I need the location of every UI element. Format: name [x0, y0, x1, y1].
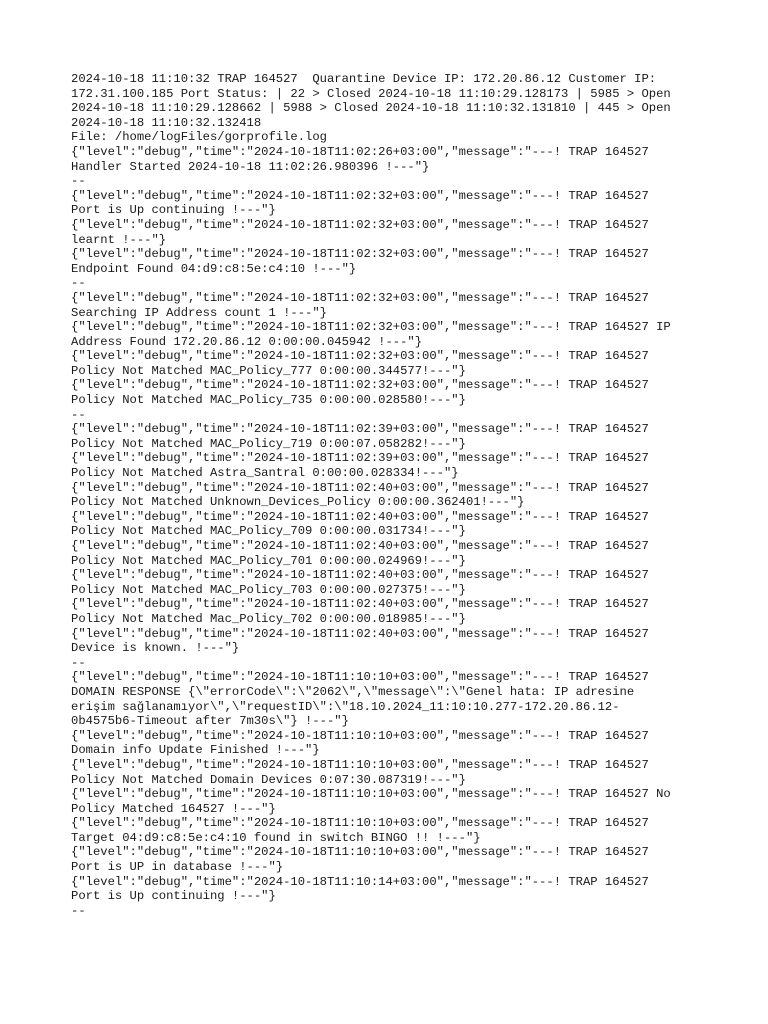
log-line: File: /home/logFiles/gorprofile.log	[71, 130, 327, 145]
log-line: {"level":"debug","time":"2024-10-18T11:10:10+03:00","message":"---! TRAP 164527	[71, 845, 649, 860]
log-line: --	[71, 655, 86, 670]
log-document	[71, 72, 711, 918]
log-line: {"level":"debug","time":"2024-10-18T11:02:40+03:00","message":"---! TRAP 164527	[71, 597, 649, 612]
log-line: Policy Not Matched MAC_Policy_709 0:00:00.031734!---"}	[71, 524, 466, 539]
log-line: Policy Not Matched MAC_Policy_735 0:00:00.028580!---"}	[71, 393, 466, 408]
log-line: 172.31.100.185 Port Status: | 22 > Closed 2024-10-18 11:10:29.128173 | 5985 > Open	[71, 86, 671, 101]
log-line: {"level":"debug","time":"2024-10-18T11:02:32+03:00","message":"---! TRAP 164527	[71, 349, 649, 364]
log-line: Policy Not Matched Domain Devices 0:07:30.087319!---"}	[71, 772, 466, 787]
log-line: Policy Not Matched Astra_Santral 0:00:00.028334!---"}	[71, 466, 459, 481]
log-line: {"level":"debug","time":"2024-10-18T11:10:10+03:00","message":"---! TRAP 164527 No	[71, 787, 671, 802]
log-line: Searching IP Address count 1 !---"}	[71, 305, 327, 320]
log-line: {"level":"debug","time":"2024-10-18T11:02:39+03:00","message":"---! TRAP 164527	[71, 451, 649, 466]
log-line: DOMAIN RESPONSE {\"errorCode\":\"2062\",\"message\":\"Genel hata: IP adresine	[71, 684, 635, 699]
log-line: {"level":"debug","time":"2024-10-18T11:02:32+03:00","message":"---! TRAP 164527	[71, 290, 649, 305]
log-line: Device is known. !---"}	[71, 641, 240, 656]
log-line: 0b4575b6-Timeout after 7m30s\"} !---"}	[71, 714, 349, 729]
log-line: {"level":"debug","time":"2024-10-18T11:02:32+03:00","message":"---! TRAP 164527	[71, 378, 649, 393]
log-line: {"level":"debug","time":"2024-10-18T11:02:32+03:00","message":"---! TRAP 164527	[71, 217, 649, 232]
log-line: {"level":"debug","time":"2024-10-18T11:02:40+03:00","message":"---! TRAP 164527	[71, 539, 649, 553]
log-line: {"level":"debug","time":"2024-10-18T11:02:40+03:00","message":"---! TRAP 164527	[71, 626, 649, 641]
log-line: --	[71, 903, 86, 918]
log-line: {"level":"debug","time":"2024-10-18T11:02:32+03:00","message":"---! TRAP 164527	[71, 247, 649, 262]
log-line: {"level":"debug","time":"2024-10-18T11:02:32+03:00","message":"---! TRAP 164527 IP	[71, 320, 671, 335]
log-line: {"level":"debug","time":"2024-10-18T11:10:10+03:00","message":"---! TRAP 164527	[71, 816, 649, 831]
log-line: Endpoint Found 04:d9:c8:5e:c4:10 !---"}	[71, 261, 357, 276]
log-line: Policy Not Matched MAC_Policy_719 0:00:07.058282!---"}	[71, 436, 466, 451]
log-line: {"level":"debug","time":"2024-10-18T11:02:40+03:00","message":"---! TRAP 164527	[71, 509, 649, 524]
log-line: {"level":"debug","time":"2024-10-18T11:02:39+03:00","message":"---! TRAP 164527	[71, 422, 649, 437]
log-line: 2024-10-18 11:10:32.132418	[71, 115, 262, 130]
log-line: erişim sağlanamıyor\",\"requestID\":\"18.10.2024_11:10:10.277-172.20.86.12-	[71, 699, 620, 714]
log-line: Domain info Update Finished !---"}	[71, 743, 320, 758]
log-line: Policy Not Matched Unknown_Devices_Policy 0:00:00.362401!---"}	[71, 495, 525, 510]
log-line: --	[71, 276, 86, 291]
log-line: {"level":"debug","time":"2024-10-18T11:10:10+03:00","message":"---! TRAP 164527	[71, 728, 649, 743]
log-line: Policy Not Matched MAC_Policy_777 0:00:00.344577!---"}	[71, 363, 466, 378]
log-line: 2024-10-18 11:10:29.128662 | 5988 > Closed 2024-10-18 11:10:32.131810 | 445 > Open	[71, 101, 671, 116]
log-line: {"level":"debug","time":"2024-10-18T11:02:40+03:00","message":"---! TRAP 164527	[71, 568, 649, 583]
log-line: {"level":"debug","time":"2024-10-18T11:10:10+03:00","message":"---! TRAP 164527	[71, 757, 649, 772]
log-line: Policy Not Matched Mac_Policy_702 0:00:00.018985!---"}	[71, 611, 466, 626]
log-line: Target 04:d9:c8:5e:c4:10 found in switch BINGO !! !---"}	[71, 830, 481, 845]
log-line: Port is Up continuing !---"}	[71, 889, 276, 904]
log-line: {"level":"debug","time":"2024-10-18T11:10:14+03:00","message":"---! TRAP 164527	[71, 874, 649, 889]
log-line: {"level":"debug","time":"2024-10-18T11:02:40+03:00","message":"---! TRAP 164527	[71, 480, 649, 495]
log-line: --	[71, 174, 86, 189]
log-line: {"level":"debug","time":"2024-10-18T11:10:10+03:00","message":"---! TRAP 164527	[71, 670, 649, 685]
log-line: Handler Started 2024-10-18 11:02:26.980396 !---"}	[71, 159, 430, 174]
log-line: 2024-10-18 11:10:32 TRAP 164527 Quarantine Device IP: 172.20.86.12 Customer IP:	[71, 72, 657, 86]
log-line: {"level":"debug","time":"2024-10-18T11:02:26+03:00","message":"---! TRAP 164527	[71, 144, 649, 159]
log-line: learnt !---"}	[71, 232, 167, 247]
log-line: Policy Not Matched MAC_Policy_703 0:00:00.027375!---"}	[71, 582, 466, 597]
log-line: Address Found 172.20.86.12 0:00:00.045942 !---"}	[71, 334, 423, 349]
log-line: Policy Matched 164527 !---"}	[71, 801, 276, 816]
log-line: Policy Not Matched MAC_Policy_701 0:00:00.024969!---"}	[71, 553, 466, 568]
log-line: Port is UP in database !---"}	[71, 860, 284, 875]
log-line: --	[71, 407, 86, 422]
log-line: Port is Up continuing !---"}	[71, 203, 276, 218]
log-line: {"level":"debug","time":"2024-10-18T11:02:32+03:00","message":"---! TRAP 164527	[71, 188, 649, 203]
